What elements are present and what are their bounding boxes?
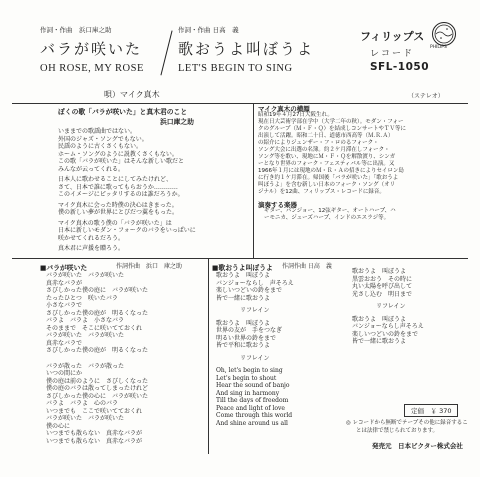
lyric-line: いつの間にか xyxy=(46,370,83,377)
lyric-line: そのままで そこに咲いてておくれ xyxy=(46,324,143,332)
lyric-line: 真赤なバラが xyxy=(46,279,83,287)
profile-body xyxy=(258,112,406,196)
lyric-line: さびしかった僕の庭に バラが咲いた xyxy=(46,287,149,294)
essay-line: 日本人に歌わせることにしてみたけれど、 xyxy=(58,176,173,183)
lyrics-a-title: ■バラが咲いた xyxy=(40,264,88,272)
essay-line: 日本に新しいモダン・フォークのバラをいっぱいに xyxy=(58,227,196,234)
credit-left: 作詞・作曲 浜口庫之助 xyxy=(40,26,112,34)
lyric-line: 歌おうよ 叫ぼうよ xyxy=(352,268,407,275)
lyric-line: 歌おうよ 叫ぼうよ xyxy=(352,315,407,323)
profile-line: の紹介によりジェンザー・フ・ロのるフォーク・ xyxy=(258,140,379,146)
lyric-line-en: Hear the sound of banjo xyxy=(216,382,290,389)
lyric-line: バンジョーならし声そろえ xyxy=(352,323,424,330)
instruments-heading: 演奏する楽器 xyxy=(258,201,297,209)
lyrics-a-body xyxy=(46,272,148,445)
lyric-line: 明るい世界の鈴をまで xyxy=(216,334,277,342)
refrain-label: リフレイン xyxy=(240,354,270,362)
instruments-line: ーモニカ、ジューズハープ、インドのエスラジ等。 xyxy=(264,215,390,221)
essay-author: 浜口庫之助 xyxy=(160,118,194,126)
lyric-line: 皆で平和に歌おうよ xyxy=(216,342,271,349)
lyric-line: さびしかった僕の庭が 明るくなった xyxy=(46,347,149,354)
essay-line: いままでの歌謡曲ではない。 xyxy=(58,128,137,135)
lyrics-b-credit: 作詞作曲 日高 義 xyxy=(282,263,332,270)
lyric-line: 僕の庭は前のように さびしくなった xyxy=(46,377,149,385)
profile-line: ソング等を歌い、現地にＭ・Ｆ・Ｑを解散渡り、シンガ xyxy=(258,154,396,160)
brand-jp: フィリップス xyxy=(360,30,425,43)
copyright-note-1: ◎ レコードから無断でテープその他に録音するこ xyxy=(346,420,468,426)
lyric-line: バラが咲いた バラが咲いた xyxy=(46,415,125,422)
title-a-jp: バラが咲いた xyxy=(40,40,143,58)
header-divider xyxy=(12,103,468,104)
lyric-line: 世界の友が 手をつなぎ xyxy=(216,327,283,334)
philips-logo xyxy=(432,22,456,46)
lyric-line: 歌おうよ 叫ぼうよ xyxy=(216,272,271,279)
lyric-line: バラが咲いた バラが咲いた xyxy=(46,332,125,339)
lyric-line: 歌おうよ 叫ぼうよ xyxy=(216,319,271,327)
copyright-note-2: とは法律で禁じられております。 xyxy=(356,428,439,434)
profile-line: ソング大会に出選の名簿。約２ケ月滞在しフォーク・ xyxy=(258,147,390,153)
lyric-line-en: Peace and light of love xyxy=(216,404,285,412)
lyric-line: いつまでも ここで咲いてておくれ xyxy=(46,407,143,415)
lyric-line: 皆で一緒に歌おうよ xyxy=(352,338,407,345)
lyric-line: 光さし込む 明日まで xyxy=(352,290,413,298)
lyric-line: バラよ バラよ 心のバラ xyxy=(46,400,119,407)
instruments-line: ギター、バンジョー、12弦ギター、オートハープ、ハ xyxy=(264,208,396,214)
singer: 唄）マイク真木 xyxy=(104,90,160,99)
profile-heading: マイク真木の横顔 xyxy=(258,105,310,113)
title-a-en: OH ROSE, MY ROSE xyxy=(40,63,144,74)
title-slash xyxy=(160,31,172,76)
title-b-jp: 歌おうよ叫ぼうよ xyxy=(178,40,315,58)
essay-line: ホーム・ソングのように説教くさくもない。 xyxy=(58,150,178,158)
essay-line: マイク真木の歌う僕の「バラが咲いた」は xyxy=(58,219,172,227)
lower-column-divider xyxy=(208,258,209,454)
lyric-line: 僕の庭のバラは散ってしまったけれど xyxy=(46,385,149,392)
lyric-gap xyxy=(46,355,148,363)
upper-column-divider xyxy=(253,103,254,258)
lyric-line: さびしかった僕の心に バラが咲いた xyxy=(46,392,149,400)
lyric-line: たったひとつ 咲いたバラ xyxy=(46,294,118,302)
essay-line: みんなが云ってくれる。 xyxy=(58,165,125,173)
essay-line: このイメージにピッタリするのは誰だろうか。 xyxy=(58,191,184,198)
profile-line: 1966年１月には現地のＭ・Ｒ・Ａの招きによりセイロン島 xyxy=(258,168,404,174)
title-b-en: LET'S BEGIN TO SING xyxy=(178,63,293,74)
lyric-line-en: Till the days of freedom xyxy=(216,397,289,404)
profile-line: 現在日大芸術学部在学中（大学二年の秋）。モダン・フォー xyxy=(258,119,404,125)
lyric-line-en: Come through this world xyxy=(216,412,293,419)
lyric-line: 僕の心に xyxy=(46,422,71,430)
publisher: 発売元 日本ビクター株式会社 xyxy=(372,442,463,450)
essay-line: 咲かせてくれるだろう。 xyxy=(58,234,125,242)
catalog-number: SFL-1050 xyxy=(370,61,430,73)
lyric-line-en: Oh, let's begin to sing xyxy=(216,367,283,374)
middle-divider xyxy=(12,258,468,259)
profile-line: クのグループ（Ｍ・Ｆ・Ｑ）を結成しコンサートやＴＶ等に xyxy=(258,126,407,132)
lyric-line: 丸い太陽を呼び出して xyxy=(352,283,413,290)
stereo-mark: （ステレオ） xyxy=(408,93,444,100)
lyric-line: さびしかった僕の庭が 明るくなった xyxy=(46,309,149,317)
label-jp: レコード xyxy=(370,49,415,59)
lyric-line: 真赤なバラで xyxy=(46,339,83,347)
price-tag: 定価 ￥ 370 xyxy=(404,404,458,417)
lyric-line: 小さなバラで xyxy=(46,302,83,309)
refrain-label: リフレイン xyxy=(376,303,406,310)
lyrics-a-credit: 作詞作曲 浜口 庫之助 xyxy=(116,263,183,270)
profile-line: に行き約１ケ月滞在。帰国後「バラが咲いた」「歌おうよ xyxy=(258,175,399,181)
essay-line: さて、日本で誰に歌ってもらおうか………… xyxy=(58,183,178,191)
lyrics-b-col2 xyxy=(352,268,424,346)
profile-line: ジナル）を12曲、フィリップス・レコードに録音。 xyxy=(258,189,385,195)
essay-line: この歌「バラが咲いた」はそんな新しい歌だと xyxy=(58,158,185,165)
lyric-line: バラが咲いた バラが咲いた xyxy=(46,272,125,279)
lyric-line: バンジョーならし 声そろえ xyxy=(216,279,294,287)
lyric-line-en: Let's begin to shout xyxy=(216,374,277,382)
profile-line: 昭和19年４月27日大阪生れ。 xyxy=(258,112,333,118)
essay-line: マイク真木に会った時僕の決心はきまった。 xyxy=(58,201,178,209)
essay-heading: ぼくの歌「バラが咲いた」と真木君のこと xyxy=(58,108,188,116)
essay-body xyxy=(58,128,196,253)
refrain-label: リフレイン xyxy=(240,307,270,314)
lyric-line: 楽しいつどいの鈴をまで xyxy=(352,330,419,338)
profile-line: ーとなり世界のフォーク・フェスティバル等に出演。又 xyxy=(258,161,395,167)
instruments-body xyxy=(264,208,396,222)
lyric-line: 楽しいつどいの鈴をまで xyxy=(216,287,283,294)
lyric-line-en: And sing in harmony xyxy=(216,389,280,397)
essay-line: 外国のジャズ・ソングでもない。 xyxy=(58,135,148,143)
essay-line: 真木君に声援を贈ろう。 xyxy=(58,245,125,252)
lyric-line: いつまでも散らない 真赤なバラが xyxy=(46,437,143,445)
lyric-line: バラよ バラよ 小さなバラ xyxy=(46,317,125,324)
lyric-line-en: And shine around us all xyxy=(216,419,288,427)
lyric-line: 黒雲おおう その時に xyxy=(352,275,413,283)
essay-line: 民謡のように古くさくもない。 xyxy=(58,143,143,150)
lyric-line: 皆で一緒に歌おうよ xyxy=(216,294,271,302)
lyrics-b-title: ■歌おうよ叫ぼうよ xyxy=(212,264,273,272)
brand-en: PHILIPS xyxy=(430,45,447,50)
lyric-line: いつまでも散らない 真赤なバラが xyxy=(46,430,143,437)
essay-line: 僕の新しい夢が世界にとびだつ翼をもった。 xyxy=(58,209,179,216)
profile-line: 叫ぼうよ」を含む新しい日本のフォーク・ソング（オリ xyxy=(258,182,396,188)
profile-line: 出演して活躍。昭和二十日、道徳市西高等（Ｍ.Ｒ.Ａ） xyxy=(258,133,394,139)
credit-right: 作詞・作曲 日高 義 xyxy=(178,26,239,34)
lyric-line: バラが散った バラが散った xyxy=(46,362,125,370)
lyrics-b-col1 xyxy=(216,272,294,427)
